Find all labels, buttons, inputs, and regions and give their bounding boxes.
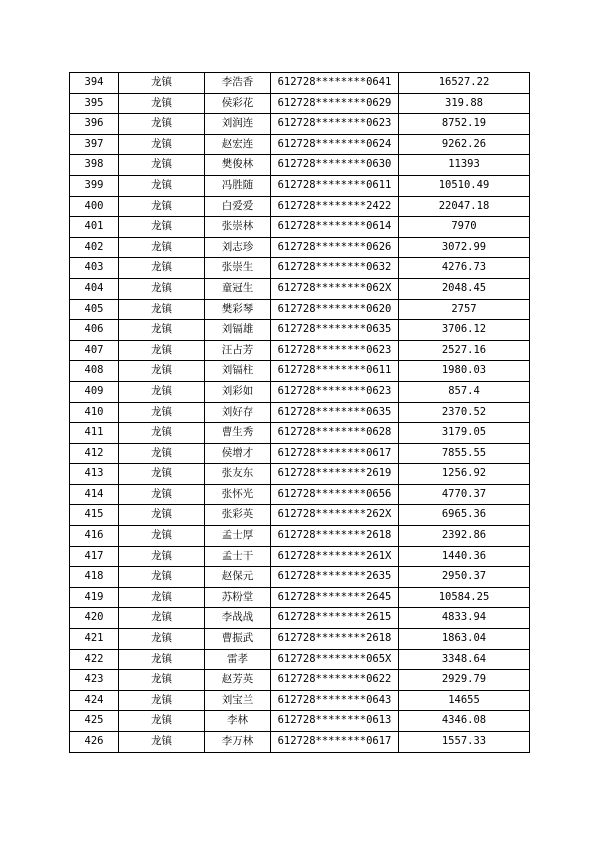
name-cell: 冯胜随 [205,175,271,196]
data-table [69,72,530,753]
name-cell: 刘镉雄 [205,320,271,341]
table-row [70,526,530,547]
amount-cell: 10584.25 [399,587,530,608]
id-number-cell: 612728********0641 [271,73,399,94]
town-cell: 龙镇 [119,381,205,402]
table-row [70,299,530,320]
table-row [70,505,530,526]
town-cell: 龙镇 [119,587,205,608]
row-number-cell: 413 [70,464,119,485]
id-number-cell: 612728********0656 [271,484,399,505]
name-cell: 赵保元 [205,567,271,588]
town-cell: 龙镇 [119,114,205,135]
amount-cell: 2527.16 [399,340,530,361]
id-number-cell: 612728********065X [271,649,399,670]
amount-cell: 1980.03 [399,361,530,382]
table-row [70,464,530,485]
row-number-cell: 400 [70,196,119,217]
amount-cell: 3348.64 [399,649,530,670]
table-row [70,546,530,567]
table-row [70,196,530,217]
row-number-cell: 407 [70,340,119,361]
town-cell: 龙镇 [119,649,205,670]
id-number-cell: 612728********0622 [271,670,399,691]
table-row [70,320,530,341]
row-number-cell: 426 [70,732,119,753]
row-number-cell: 395 [70,93,119,114]
table-row [70,73,530,94]
name-cell: 苏粉堂 [205,587,271,608]
table-row [70,381,530,402]
row-number-cell: 425 [70,711,119,732]
row-number-cell: 410 [70,402,119,423]
amount-cell: 14655 [399,690,530,711]
row-number-cell: 397 [70,134,119,155]
row-number-cell: 396 [70,114,119,135]
table-row [70,423,530,444]
name-cell: 张崇生 [205,258,271,279]
name-cell: 李万林 [205,732,271,753]
row-number-cell: 416 [70,526,119,547]
id-number-cell: 612728********2635 [271,567,399,588]
name-cell: 侯彩花 [205,93,271,114]
name-cell: 孟士厚 [205,526,271,547]
amount-cell: 2370.52 [399,402,530,423]
name-cell: 侯增才 [205,443,271,464]
town-cell: 龙镇 [119,732,205,753]
town-cell: 龙镇 [119,423,205,444]
name-cell: 樊俊林 [205,155,271,176]
table-row [70,155,530,176]
table-row [70,258,530,279]
name-cell: 刘志珍 [205,237,271,258]
table-row [70,711,530,732]
table-row [70,340,530,361]
row-number-cell: 411 [70,423,119,444]
id-number-cell: 612728********0617 [271,443,399,464]
name-cell: 张彩英 [205,505,271,526]
name-cell: 李林 [205,711,271,732]
town-cell: 龙镇 [119,340,205,361]
name-cell: 樊彩琴 [205,299,271,320]
amount-cell: 11393 [399,155,530,176]
id-number-cell: 612728********2645 [271,587,399,608]
id-number-cell: 612728********0611 [271,175,399,196]
row-number-cell: 415 [70,505,119,526]
row-number-cell: 403 [70,258,119,279]
row-number-cell: 402 [70,237,119,258]
table-row [70,690,530,711]
town-cell: 龙镇 [119,670,205,691]
name-cell: 孟士干 [205,546,271,567]
table-row [70,237,530,258]
table-row [70,587,530,608]
amount-cell: 16527.22 [399,73,530,94]
id-number-cell: 612728********0632 [271,258,399,279]
row-number-cell: 424 [70,690,119,711]
town-cell: 龙镇 [119,134,205,155]
id-number-cell: 612728********0635 [271,320,399,341]
name-cell: 汪占芳 [205,340,271,361]
amount-cell: 857.4 [399,381,530,402]
amount-cell: 2757 [399,299,530,320]
amount-cell: 4770.37 [399,484,530,505]
town-cell: 龙镇 [119,464,205,485]
name-cell: 李战战 [205,608,271,629]
row-number-cell: 412 [70,443,119,464]
row-number-cell: 419 [70,587,119,608]
amount-cell: 1440.36 [399,546,530,567]
table-row [70,278,530,299]
id-number-cell: 612728********0623 [271,381,399,402]
row-number-cell: 423 [70,670,119,691]
town-cell: 龙镇 [119,155,205,176]
id-number-cell: 612728********261X [271,546,399,567]
name-cell: 刘彩如 [205,381,271,402]
id-number-cell: 612728********0630 [271,155,399,176]
row-number-cell: 398 [70,155,119,176]
amount-cell: 7970 [399,217,530,238]
id-number-cell: 612728********0617 [271,732,399,753]
name-cell: 白爱爱 [205,196,271,217]
table-row [70,567,530,588]
table-row [70,175,530,196]
name-cell: 曹振武 [205,629,271,650]
table-row [70,732,530,753]
row-number-cell: 404 [70,278,119,299]
amount-cell: 1863.04 [399,629,530,650]
id-number-cell: 612728********2422 [271,196,399,217]
id-number-cell: 612728********0629 [271,93,399,114]
amount-cell: 10510.49 [399,175,530,196]
table-body [70,73,530,753]
row-number-cell: 420 [70,608,119,629]
id-number-cell: 612728********0623 [271,114,399,135]
name-cell: 刘宝兰 [205,690,271,711]
town-cell: 龙镇 [119,93,205,114]
amount-cell: 1557.33 [399,732,530,753]
name-cell: 张怀光 [205,484,271,505]
amount-cell: 2950.37 [399,567,530,588]
table-row [70,670,530,691]
row-number-cell: 422 [70,649,119,670]
town-cell: 龙镇 [119,175,205,196]
id-number-cell: 612728********062X [271,278,399,299]
amount-cell: 1256.92 [399,464,530,485]
id-number-cell: 612728********0624 [271,134,399,155]
id-number-cell: 612728********2618 [271,629,399,650]
id-number-cell: 612728********0643 [271,690,399,711]
amount-cell: 2048.45 [399,278,530,299]
row-number-cell: 421 [70,629,119,650]
town-cell: 龙镇 [119,690,205,711]
name-cell: 张崇林 [205,217,271,238]
town-cell: 龙镇 [119,237,205,258]
id-number-cell: 612728********2615 [271,608,399,629]
name-cell: 刘润连 [205,114,271,135]
id-number-cell: 612728********0628 [271,423,399,444]
id-number-cell: 612728********0635 [271,402,399,423]
town-cell: 龙镇 [119,73,205,94]
town-cell: 龙镇 [119,361,205,382]
town-cell: 龙镇 [119,629,205,650]
amount-cell: 4346.08 [399,711,530,732]
row-number-cell: 399 [70,175,119,196]
town-cell: 龙镇 [119,608,205,629]
table-row [70,217,530,238]
row-number-cell: 405 [70,299,119,320]
town-cell: 龙镇 [119,711,205,732]
table-row [70,361,530,382]
amount-cell: 4276.73 [399,258,530,279]
town-cell: 龙镇 [119,402,205,423]
amount-cell: 4833.94 [399,608,530,629]
name-cell: 张友东 [205,464,271,485]
amount-cell: 6965.36 [399,505,530,526]
table-row [70,484,530,505]
amount-cell: 8752.19 [399,114,530,135]
amount-cell: 2392.86 [399,526,530,547]
row-number-cell: 401 [70,217,119,238]
id-number-cell: 612728********0626 [271,237,399,258]
table-row [70,629,530,650]
id-number-cell: 612728********0623 [271,340,399,361]
town-cell: 龙镇 [119,505,205,526]
amount-cell: 7855.55 [399,443,530,464]
row-number-cell: 417 [70,546,119,567]
amount-cell: 3179.05 [399,423,530,444]
table-row [70,134,530,155]
town-cell: 龙镇 [119,526,205,547]
town-cell: 龙镇 [119,217,205,238]
table-row [70,114,530,135]
town-cell: 龙镇 [119,299,205,320]
amount-cell: 9262.26 [399,134,530,155]
town-cell: 龙镇 [119,546,205,567]
row-number-cell: 406 [70,320,119,341]
id-number-cell: 612728********2619 [271,464,399,485]
name-cell: 赵芳英 [205,670,271,691]
amount-cell: 2929.79 [399,670,530,691]
row-number-cell: 394 [70,73,119,94]
id-number-cell: 612728********0614 [271,217,399,238]
name-cell: 赵宏连 [205,134,271,155]
table-row [70,93,530,114]
town-cell: 龙镇 [119,484,205,505]
row-number-cell: 409 [70,381,119,402]
town-cell: 龙镇 [119,278,205,299]
row-number-cell: 408 [70,361,119,382]
town-cell: 龙镇 [119,320,205,341]
name-cell: 刘好存 [205,402,271,423]
amount-cell: 22047.18 [399,196,530,217]
id-number-cell: 612728********0613 [271,711,399,732]
name-cell: 刘镉柱 [205,361,271,382]
amount-cell: 3072.99 [399,237,530,258]
name-cell: 童冠生 [205,278,271,299]
amount-cell: 3706.12 [399,320,530,341]
town-cell: 龙镇 [119,443,205,464]
name-cell: 李浩香 [205,73,271,94]
id-number-cell: 612728********2618 [271,526,399,547]
id-number-cell: 612728********262X [271,505,399,526]
name-cell: 曹生秀 [205,423,271,444]
town-cell: 龙镇 [119,567,205,588]
id-number-cell: 612728********0611 [271,361,399,382]
id-number-cell: 612728********0620 [271,299,399,320]
table-row [70,402,530,423]
row-number-cell: 414 [70,484,119,505]
table-row [70,443,530,464]
row-number-cell: 418 [70,567,119,588]
table-row [70,649,530,670]
amount-cell: 319.88 [399,93,530,114]
town-cell: 龙镇 [119,196,205,217]
name-cell: 雷孝 [205,649,271,670]
town-cell: 龙镇 [119,258,205,279]
table-row [70,608,530,629]
